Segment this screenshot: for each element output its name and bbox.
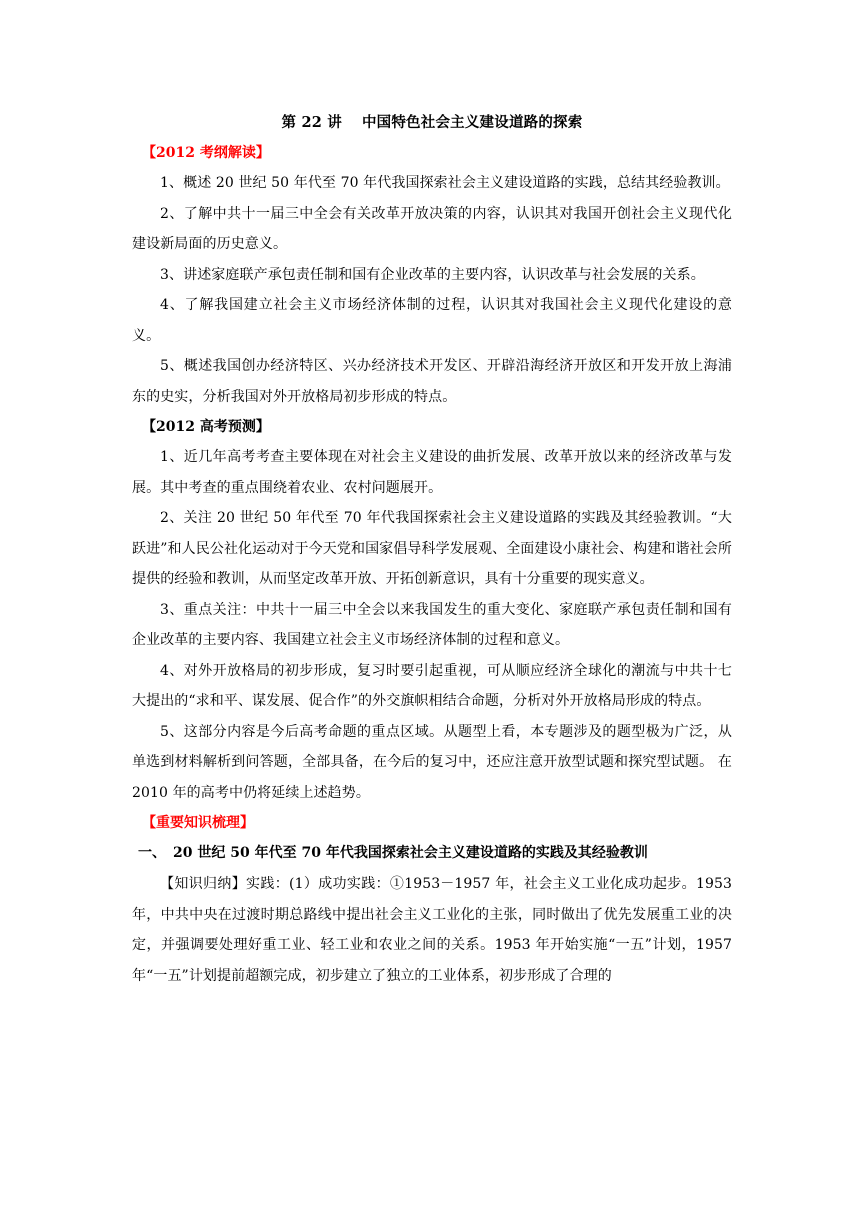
knowledge-paragraph: 【知识归纳】实践：(1）成功实践：①1953－1957 年，社会主义工业化成功起步。1953 年，中共中央在过渡时期总路线中提出社会主义工业化的主张，同时做出了优先发展重工业的决定，并强调要处理好重工业、轻工业和农业之间的关系。1953 年开始实施“一五”计划，1957 年“一五”计划提前超额完成，初步建立了独立的工业体系，初步形成了合理的 [132, 876, 732, 984]
forecast-item-4: 4、对外开放格局的初步形成，复习时要引起重视，可从顺应经济全球化的潮流与中共十七大提出的“求和平、谋发展、促合作”的外交旗帜相结合命题，分析对外开放格局形成的特点。 [132, 662, 732, 709]
section-heading-exam-outline: 【2012 考纲解读】 [142, 145, 270, 161]
document-title: 第 22 讲 中国特色社会主义建设道路的探索 [281, 114, 583, 131]
section-heading-exam-forecast: 【2012 高考预测】 [142, 419, 270, 435]
forecast-item-2: 2、关注 20 世纪 50 年代至 70 年代我国探索社会主义建设道路的实践及其经验教训。“大跃进”和人民公社化运动对于今天党和国家倡导科学发展观、全面建设小康社会、构建和谐社会所提供的经验和教训，从而坚定改革开放、开拓创新意识，具有十分重要的现实意义。 [132, 510, 732, 587]
outline-item-4: 4、了解我国建立社会主义市场经济体制的过程，认识其对我国社会主义现代化建设的意义。 [132, 297, 732, 344]
forecast-item-3: 3、重点关注：中共十一届三中全会以来我国发生的重大变化、家庭联产承包责任制和国有企业改革的主要内容、我国建立社会主义市场经济体制的过程和意义。 [132, 601, 732, 648]
outline-item-2: 2、了解中共十一届三中全会有关改革开放决策的内容，认识其对我国开创社会主义现代化建设新局面的历史意义。 [132, 205, 732, 252]
document-body [132, 108, 732, 991]
forecast-item-1: 1、近几年高考考查主要体现在对社会主义建设的曲折发展、改革开放以来的经济改革与发展。其中考查的重点围绕着农业、农村问题展开。 [132, 449, 732, 496]
forecast-item-5: 5、这部分内容是今后高考命题的重点区域。从题型上看，本专题涉及的题型极为广泛，从单选到材料解析到问答题，全部具备，在今后的复习中，还应注意开放型试题和探究型试题。 在 2010 年的高考中仍将延续上述趋势。 [132, 723, 732, 801]
outline-item-3: 3、讲述家庭联产承包责任制和国有企业改革的主要内容，认识改革与社会发展的关系。 [160, 266, 705, 283]
outline-item-1: 1、概述 20 世纪 50 年代至 70 年代我国探索社会主义建设道路的实践，总结其经验教训。 [160, 175, 730, 191]
knowledge-subheading-1: 一、 20 世纪 50 年代至 70 年代我国探索社会主义建设道路的实践及其经验教训 [138, 845, 648, 861]
outline-item-5: 5、概述我国创办经济特区、兴办经济技术开发区、开辟沿海经济开放区和开发开放上海浦东的史实，分析我国对外开放格局初步形成的特点。 [132, 358, 732, 405]
section-heading-knowledge-review: 【重要知识梳理】 [142, 815, 254, 831]
